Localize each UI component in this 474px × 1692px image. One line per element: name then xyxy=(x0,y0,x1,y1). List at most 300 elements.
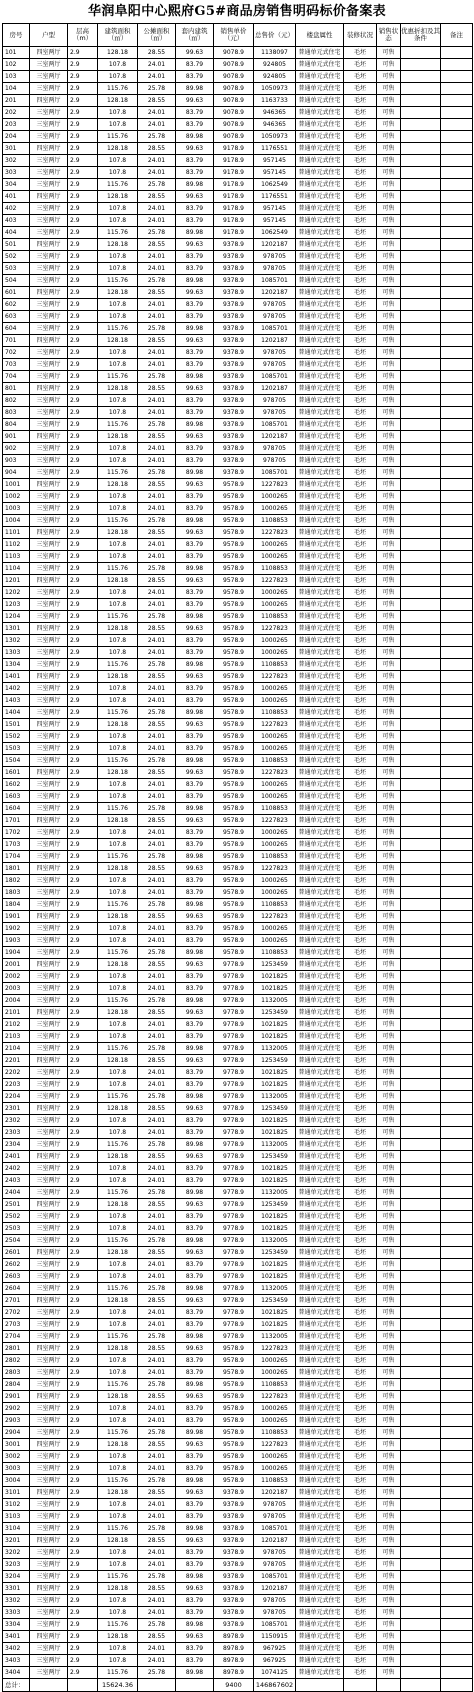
property-type: 普通单元式住宅 xyxy=(296,1511,344,1523)
unit-price: 9578.9 xyxy=(214,1451,254,1463)
unit-price: 9578.9 xyxy=(214,659,254,671)
discount-cell xyxy=(401,1079,441,1091)
unit-price: 9178.9 xyxy=(214,215,254,227)
shared-area: 24.01 xyxy=(138,635,176,647)
unit-type: 三室两厅 xyxy=(30,803,68,815)
total-price: 1132005 xyxy=(254,1043,296,1055)
discount-cell xyxy=(401,1343,441,1355)
decoration: 毛坯 xyxy=(344,1031,377,1043)
inner-area: 83.79 xyxy=(176,539,214,551)
property-type: 普通单元式住宅 xyxy=(296,755,344,767)
table-row xyxy=(3,575,473,587)
room-number: 2101 xyxy=(3,1007,30,1019)
floor-height: 2.9 xyxy=(68,71,98,83)
room-number: 1202 xyxy=(3,587,30,599)
unit-price: 9378.9 xyxy=(214,383,254,395)
unit-price: 9378.9 xyxy=(214,1535,254,1547)
unit-price: 9178.9 xyxy=(214,167,254,179)
price-table xyxy=(2,23,473,1692)
remark-cell xyxy=(441,731,473,743)
floor-height: 2.9 xyxy=(68,1091,98,1103)
remark-cell xyxy=(441,743,473,755)
total-price: 1021825 xyxy=(254,1163,296,1175)
total-price: 978705 xyxy=(254,1547,296,1559)
total-price: 1000265 xyxy=(254,875,296,887)
total-price: 1050973 xyxy=(254,83,296,95)
unit-price: 9378.9 xyxy=(214,263,254,275)
floor-height: 2.9 xyxy=(68,647,98,659)
property-type: 普通单元式住宅 xyxy=(296,1619,344,1631)
inner-area: 99.63 xyxy=(176,95,214,107)
property-type: 普通单元式住宅 xyxy=(296,431,344,443)
sale-status: 可售 xyxy=(377,1091,401,1103)
build-area: 107.8 xyxy=(98,539,138,551)
unit-type: 四室两厅 xyxy=(30,1487,68,1499)
inner-area: 83.79 xyxy=(176,71,214,83)
property-type: 普通单元式住宅 xyxy=(296,791,344,803)
shared-area: 24.01 xyxy=(138,1499,176,1511)
unit-price: 9078.9 xyxy=(214,83,254,95)
remark-cell xyxy=(441,1535,473,1547)
decoration: 毛坯 xyxy=(344,1067,377,1079)
shared-area: 24.01 xyxy=(138,1451,176,1463)
total-price: 1227823 xyxy=(254,1439,296,1451)
decoration: 毛坯 xyxy=(344,263,377,275)
build-area: 107.8 xyxy=(98,983,138,995)
shared-area: 24.01 xyxy=(138,827,176,839)
sale-status: 可售 xyxy=(377,731,401,743)
property-type: 普通单元式住宅 xyxy=(296,1283,344,1295)
shared-area: 25.78 xyxy=(138,179,176,191)
remark-cell xyxy=(441,407,473,419)
decoration: 毛坯 xyxy=(344,839,377,851)
shared-area: 25.78 xyxy=(138,1235,176,1247)
property-type: 普通单元式住宅 xyxy=(296,563,344,575)
shared-area: 25.78 xyxy=(138,803,176,815)
remark-cell xyxy=(441,1439,473,1451)
total-price: 1000265 xyxy=(254,779,296,791)
total-price: 1132005 xyxy=(254,995,296,1007)
total-price: 1000265 xyxy=(254,923,296,935)
header-row xyxy=(3,24,473,47)
unit-type: 三室两厅 xyxy=(30,659,68,671)
property-type: 普通单元式住宅 xyxy=(296,467,344,479)
floor-height: 2.9 xyxy=(68,1067,98,1079)
floor-height: 2.9 xyxy=(68,1655,98,1667)
unit-type: 三室两厅 xyxy=(30,839,68,851)
sale-status: 可售 xyxy=(377,1475,401,1487)
room-number: 3002 xyxy=(3,1451,30,1463)
decoration: 毛坯 xyxy=(344,1175,377,1187)
shared-area: 28.55 xyxy=(138,287,176,299)
unit-price: 9578.9 xyxy=(214,887,254,899)
build-area: 107.8 xyxy=(98,119,138,131)
remark-cell xyxy=(441,83,473,95)
room-number: 2602 xyxy=(3,1259,30,1271)
remark-cell xyxy=(441,935,473,947)
floor-height: 2.9 xyxy=(68,1499,98,1511)
sale-status: 可售 xyxy=(377,947,401,959)
shared-area: 24.01 xyxy=(138,455,176,467)
table-row xyxy=(3,755,473,767)
inner-area: 83.79 xyxy=(176,743,214,755)
decoration: 毛坯 xyxy=(344,635,377,647)
decoration: 毛坯 xyxy=(344,671,377,683)
property-type: 普通单元式住宅 xyxy=(296,1139,344,1151)
unit-type: 三室两厅 xyxy=(30,275,68,287)
total-price: 1021825 xyxy=(254,1319,296,1331)
header-sale-status: 销售状态 xyxy=(377,24,401,47)
unit-price: 9378.9 xyxy=(214,443,254,455)
total-price: 1227823 xyxy=(254,911,296,923)
property-type: 普通单元式住宅 xyxy=(296,671,344,683)
decoration: 毛坯 xyxy=(344,1283,377,1295)
unit-price: 9578.9 xyxy=(214,851,254,863)
shared-area: 24.01 xyxy=(138,347,176,359)
property-type: 普通单元式住宅 xyxy=(296,131,344,143)
unit-price: 9578.9 xyxy=(214,899,254,911)
room-number: 804 xyxy=(3,419,30,431)
inner-area: 89.98 xyxy=(176,611,214,623)
property-type: 普通单元式住宅 xyxy=(296,1091,344,1103)
decoration: 毛坯 xyxy=(344,275,377,287)
room-number: 2104 xyxy=(3,1043,30,1055)
decoration: 毛坯 xyxy=(344,359,377,371)
remark-cell xyxy=(441,1019,473,1031)
inner-area: 89.98 xyxy=(176,947,214,959)
total-area: 15624.36 xyxy=(98,1679,138,1692)
unit-type: 三室两厅 xyxy=(30,1595,68,1607)
remark-cell xyxy=(441,71,473,83)
table-row xyxy=(3,407,473,419)
floor-height: 2.9 xyxy=(68,1439,98,1451)
decoration: 毛坯 xyxy=(344,1247,377,1259)
unit-type: 三室两厅 xyxy=(30,779,68,791)
inner-area: 83.79 xyxy=(176,203,214,215)
sale-status: 可售 xyxy=(377,1559,401,1571)
unit-price: 9778.9 xyxy=(214,1307,254,1319)
floor-height: 2.9 xyxy=(68,839,98,851)
remark-cell xyxy=(441,59,473,71)
discount-cell xyxy=(401,695,441,707)
room-number: 3001 xyxy=(3,1439,30,1451)
unit-type: 三室两厅 xyxy=(30,1139,68,1151)
floor-height: 2.9 xyxy=(68,527,98,539)
unit-type: 四室两厅 xyxy=(30,671,68,683)
discount-cell xyxy=(401,1187,441,1199)
inner-area: 89.98 xyxy=(176,995,214,1007)
build-area: 107.8 xyxy=(98,455,138,467)
shared-area: 24.01 xyxy=(138,119,176,131)
unit-price: 9578.9 xyxy=(214,947,254,959)
remark-cell xyxy=(441,371,473,383)
discount-cell xyxy=(401,1259,441,1271)
unit-type: 四室两厅 xyxy=(30,1295,68,1307)
room-number: 3204 xyxy=(3,1571,30,1583)
unit-type: 三室两厅 xyxy=(30,635,68,647)
total-price: 1108853 xyxy=(254,563,296,575)
decoration: 毛坯 xyxy=(344,491,377,503)
floor-height: 2.9 xyxy=(68,263,98,275)
discount-cell xyxy=(401,1307,441,1319)
floor-height: 2.9 xyxy=(68,1175,98,1187)
remark-cell xyxy=(441,431,473,443)
discount-cell xyxy=(401,683,441,695)
sale-status: 可售 xyxy=(377,1547,401,1559)
build-area: 107.8 xyxy=(98,1355,138,1367)
build-area: 107.8 xyxy=(98,1175,138,1187)
decoration: 毛坯 xyxy=(344,1355,377,1367)
sale-status: 可售 xyxy=(377,119,401,131)
total-price: 978705 xyxy=(254,407,296,419)
table-row xyxy=(3,467,473,479)
remark-cell xyxy=(441,359,473,371)
room-number: 2604 xyxy=(3,1283,30,1295)
total-price: 1202187 xyxy=(254,287,296,299)
unit-price: 9578.9 xyxy=(214,1343,254,1355)
inner-area: 83.79 xyxy=(176,1511,214,1523)
floor-height: 2.9 xyxy=(68,455,98,467)
inner-area: 89.98 xyxy=(176,1475,214,1487)
table-row xyxy=(3,911,473,923)
unit-type: 四室两厅 xyxy=(30,1199,68,1211)
total-price: 1062549 xyxy=(254,227,296,239)
inner-area: 83.79 xyxy=(176,1451,214,1463)
unit-type: 三室两厅 xyxy=(30,119,68,131)
floor-height: 2.9 xyxy=(68,107,98,119)
table-row xyxy=(3,1367,473,1379)
discount-cell xyxy=(401,335,441,347)
decoration: 毛坯 xyxy=(344,755,377,767)
unit-price: 9578.9 xyxy=(214,1391,254,1403)
build-area: 107.8 xyxy=(98,491,138,503)
inner-area: 83.79 xyxy=(176,1463,214,1475)
table-row xyxy=(3,935,473,947)
room-number: 2504 xyxy=(3,1235,30,1247)
discount-cell xyxy=(401,731,441,743)
table-row xyxy=(3,743,473,755)
property-type: 普通单元式住宅 xyxy=(296,1583,344,1595)
unit-price: 9078.9 xyxy=(214,71,254,83)
build-area: 115.76 xyxy=(98,1139,138,1151)
floor-height: 2.9 xyxy=(68,863,98,875)
total-price: 1021825 xyxy=(254,1115,296,1127)
inner-area: 83.79 xyxy=(176,731,214,743)
unit-type: 三室两厅 xyxy=(30,1079,68,1091)
property-type: 普通单元式住宅 xyxy=(296,1631,344,1643)
table-row xyxy=(3,239,473,251)
total-price: 1108853 xyxy=(254,899,296,911)
decoration: 毛坯 xyxy=(344,815,377,827)
shared-area: 24.01 xyxy=(138,1127,176,1139)
floor-height: 2.9 xyxy=(68,1151,98,1163)
remark-cell xyxy=(441,911,473,923)
unit-type: 三室两厅 xyxy=(30,1367,68,1379)
decoration: 毛坯 xyxy=(344,167,377,179)
room-number: 1001 xyxy=(3,479,30,491)
unit-price: 9578.9 xyxy=(214,1355,254,1367)
table-row xyxy=(3,419,473,431)
decoration: 毛坯 xyxy=(344,1055,377,1067)
unit-type: 三室两厅 xyxy=(30,1211,68,1223)
sale-status: 可售 xyxy=(377,311,401,323)
floor-height: 2.9 xyxy=(68,407,98,419)
floor-height: 2.9 xyxy=(68,1619,98,1631)
property-type: 普通单元式住宅 xyxy=(296,767,344,779)
remark-cell xyxy=(441,827,473,839)
inner-area: 89.98 xyxy=(176,371,214,383)
room-number: 2001 xyxy=(3,959,30,971)
decoration: 毛坯 xyxy=(344,203,377,215)
table-row xyxy=(3,587,473,599)
discount-cell xyxy=(401,995,441,1007)
floor-height: 2.9 xyxy=(68,743,98,755)
property-type: 普通单元式住宅 xyxy=(296,743,344,755)
unit-price: 9378.9 xyxy=(214,239,254,251)
room-number: 3301 xyxy=(3,1583,30,1595)
discount-cell xyxy=(401,83,441,95)
discount-cell xyxy=(401,1475,441,1487)
unit-price: 9178.9 xyxy=(214,191,254,203)
unit-price: 9078.9 xyxy=(214,119,254,131)
property-type: 普通单元式住宅 xyxy=(296,1019,344,1031)
discount-cell xyxy=(401,1535,441,1547)
total-price: 1000265 xyxy=(254,1355,296,1367)
remark-cell xyxy=(441,1007,473,1019)
total-price: 1085701 xyxy=(254,275,296,287)
floor-height: 2.9 xyxy=(68,1391,98,1403)
unit-type: 三室两厅 xyxy=(30,155,68,167)
unit-type: 三室两厅 xyxy=(30,371,68,383)
header-shared-area: 公摊面积（㎡） xyxy=(138,24,176,47)
shared-area: 24.01 xyxy=(138,551,176,563)
sale-status: 可售 xyxy=(377,107,401,119)
floor-height: 2.9 xyxy=(68,347,98,359)
decoration: 毛坯 xyxy=(344,119,377,131)
unit-price: 9078.9 xyxy=(214,107,254,119)
discount-cell xyxy=(401,1559,441,1571)
inner-area: 83.79 xyxy=(176,1271,214,1283)
remark-cell xyxy=(441,1295,473,1307)
unit-type: 三室两厅 xyxy=(30,707,68,719)
shared-area: 25.78 xyxy=(138,947,176,959)
shared-area: 25.78 xyxy=(138,83,176,95)
room-number: 1603 xyxy=(3,791,30,803)
unit-type: 三室两厅 xyxy=(30,1499,68,1511)
decoration: 毛坯 xyxy=(344,1583,377,1595)
floor-height: 2.9 xyxy=(68,551,98,563)
table-row xyxy=(3,119,473,131)
decoration: 毛坯 xyxy=(344,935,377,947)
table-row xyxy=(3,1547,473,1559)
decoration: 毛坯 xyxy=(344,287,377,299)
discount-cell xyxy=(401,395,441,407)
build-area: 107.8 xyxy=(98,647,138,659)
build-area: 128.18 xyxy=(98,719,138,731)
total-price: 1132005 xyxy=(254,1187,296,1199)
unit-type: 三室两厅 xyxy=(30,1643,68,1655)
total-price: 1085701 xyxy=(254,371,296,383)
property-type: 普通单元式住宅 xyxy=(296,1643,344,1655)
unit-type: 三室两厅 xyxy=(30,1223,68,1235)
sale-status: 可售 xyxy=(377,167,401,179)
discount-cell xyxy=(401,707,441,719)
unit-type: 四室两厅 xyxy=(30,1103,68,1115)
remark-cell xyxy=(441,755,473,767)
decoration: 毛坯 xyxy=(344,911,377,923)
unit-type: 三室两厅 xyxy=(30,1187,68,1199)
inner-area: 99.63 xyxy=(176,1199,214,1211)
build-area: 128.18 xyxy=(98,1583,138,1595)
unit-price: 9378.9 xyxy=(214,1619,254,1631)
total-price: 1085701 xyxy=(254,1523,296,1535)
shared-area: 28.55 xyxy=(138,383,176,395)
sale-status: 可售 xyxy=(377,1343,401,1355)
unit-price: 9578.9 xyxy=(214,1463,254,1475)
floor-height: 2.9 xyxy=(68,1631,98,1643)
remark-cell xyxy=(441,887,473,899)
room-number: 1604 xyxy=(3,803,30,815)
shared-area: 28.55 xyxy=(138,1103,176,1115)
unit-price: 9778.9 xyxy=(214,983,254,995)
inner-area: 89.98 xyxy=(176,803,214,815)
table-row xyxy=(3,179,473,191)
room-number: 402 xyxy=(3,203,30,215)
floor-height: 2.9 xyxy=(68,1367,98,1379)
decoration: 毛坯 xyxy=(344,803,377,815)
room-number: 2303 xyxy=(3,1127,30,1139)
sale-status: 可售 xyxy=(377,623,401,635)
floor-height: 2.9 xyxy=(68,779,98,791)
decoration: 毛坯 xyxy=(344,1307,377,1319)
floor-height: 2.9 xyxy=(68,1283,98,1295)
room-number: 2904 xyxy=(3,1427,30,1439)
property-type: 普通单元式住宅 xyxy=(296,1319,344,1331)
unit-type: 四室两厅 xyxy=(30,911,68,923)
decoration: 毛坯 xyxy=(344,1319,377,1331)
discount-cell xyxy=(401,923,441,935)
build-area: 128.18 xyxy=(98,1151,138,1163)
discount-cell xyxy=(401,1379,441,1391)
table-row xyxy=(3,323,473,335)
shared-area: 24.01 xyxy=(138,1415,176,1427)
unit-price: 9178.9 xyxy=(214,179,254,191)
sale-status: 可售 xyxy=(377,1283,401,1295)
inner-area: 89.98 xyxy=(176,1187,214,1199)
unit-type: 四室两厅 xyxy=(30,527,68,539)
discount-cell xyxy=(401,1619,441,1631)
discount-cell xyxy=(401,503,441,515)
unit-price: 8978.9 xyxy=(214,1667,254,1679)
inner-area: 83.79 xyxy=(176,599,214,611)
inner-area: 99.63 xyxy=(176,431,214,443)
shared-area: 25.78 xyxy=(138,515,176,527)
room-number: 603 xyxy=(3,311,30,323)
total-price: 1253459 xyxy=(254,959,296,971)
sale-status: 可售 xyxy=(377,1307,401,1319)
room-number: 1003 xyxy=(3,503,30,515)
remark-cell xyxy=(441,791,473,803)
table-row xyxy=(3,983,473,995)
remark-cell xyxy=(441,563,473,575)
build-area: 107.8 xyxy=(98,683,138,695)
total-price: 978705 xyxy=(254,1559,296,1571)
total-price: 1000265 xyxy=(254,503,296,515)
shared-area: 24.01 xyxy=(138,1163,176,1175)
discount-cell xyxy=(401,1007,441,1019)
sale-status: 可售 xyxy=(377,455,401,467)
inner-area: 83.79 xyxy=(176,887,214,899)
